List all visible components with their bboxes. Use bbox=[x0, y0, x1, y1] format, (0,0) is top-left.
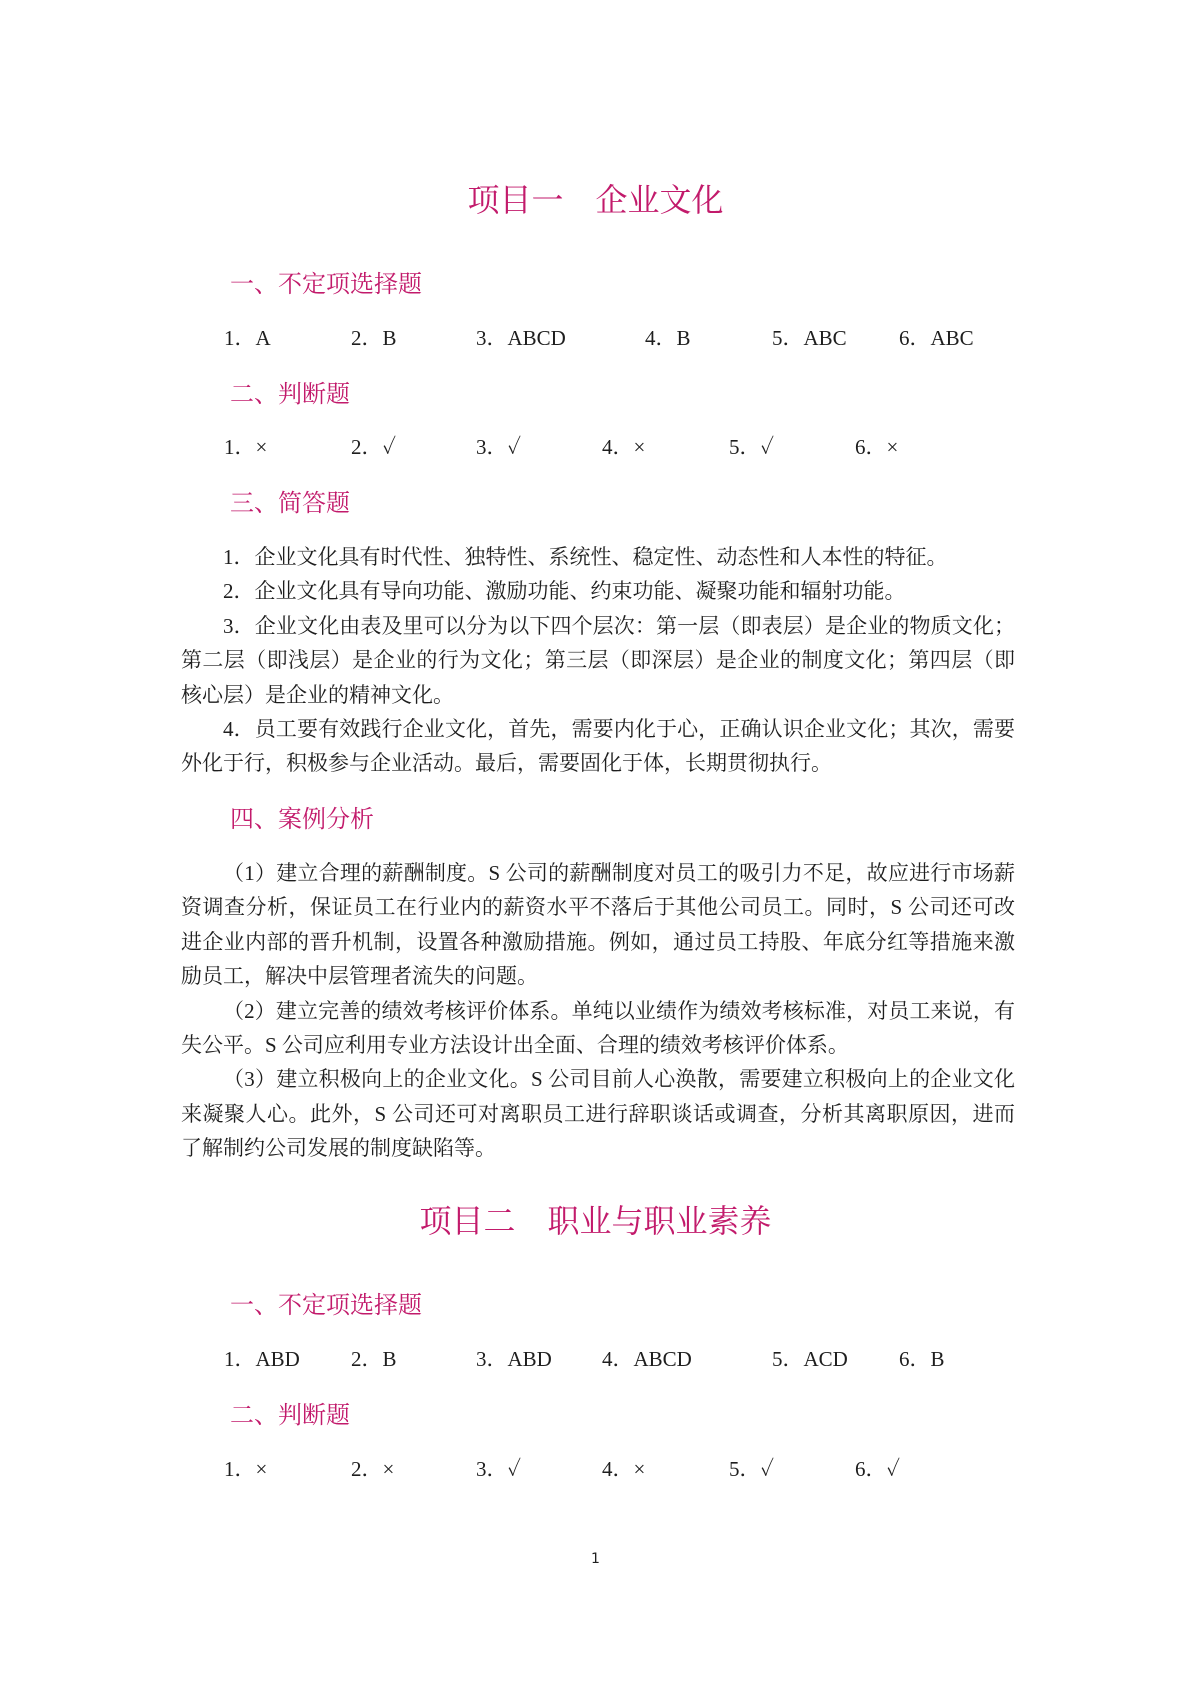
answer-value: ABC bbox=[803, 326, 847, 350]
judge-mark: ✓ bbox=[886, 1457, 901, 1481]
answer-value: B bbox=[382, 1347, 397, 1371]
case-analysis-paragraph: （2）建立完善的绩效考核评价体系。单纯以业绩作为绩效考核标准，对员工来说，有失公平。S 公司应利用专业方法设计出全面、合理的绩效考核评价体系。 bbox=[181, 998, 1015, 1058]
judge-item bbox=[729, 430, 774, 464]
project-1-choice-heading: 一、不定项选择题 bbox=[230, 270, 422, 298]
project-2-judge-heading: 二、判断题 bbox=[230, 1401, 350, 1429]
answer-number: 3． bbox=[476, 1347, 508, 1371]
judge-number: 5． bbox=[729, 435, 761, 459]
answer-number: 3． bbox=[476, 326, 508, 350]
answer-number: 2． bbox=[351, 1347, 383, 1371]
project-2-title bbox=[0, 1201, 1191, 1241]
answer-item bbox=[476, 321, 566, 355]
judge-number: 3． bbox=[476, 1457, 508, 1481]
answer-item bbox=[899, 1342, 945, 1376]
answer-value: B bbox=[676, 326, 691, 350]
judge-item bbox=[729, 1452, 774, 1486]
answer-number: 4． bbox=[602, 1347, 634, 1371]
project-1-choice-answers bbox=[0, 321, 1191, 355]
judge-item bbox=[602, 430, 645, 464]
answer-number: 6． bbox=[899, 1347, 931, 1371]
project-2-choice-heading: 一、不定项选择题 bbox=[230, 1291, 422, 1319]
answer-item bbox=[351, 1342, 397, 1376]
judge-number: 1． bbox=[224, 1457, 256, 1481]
project-label: 项目一 bbox=[467, 181, 564, 219]
project-name: 企业文化 bbox=[595, 181, 724, 219]
judge-mark: × bbox=[633, 435, 646, 459]
answer-item bbox=[602, 1342, 692, 1376]
short-answer-paragraph: 4．员工要有效践行企业文化，首先，需要内化于心，正确认识企业文化；其次，需要外化于行，积极参与企业活动。最后，需要固化于体，长期贯彻执行。 bbox=[181, 717, 1015, 776]
judge-mark: × bbox=[382, 1457, 395, 1481]
project-1-short-heading: 三、简答题 bbox=[230, 489, 350, 517]
judge-number: 4． bbox=[602, 1457, 634, 1481]
case-analysis-paragraph: （1）建立合理的薪酬制度。S 公司的薪酬制度对员工的吸引力不足，故应进行市场薪资调查分析，保证员工在行业内的薪资水平不落后于其他公司员工。同时，S 公司还可改进企业内部的晋升机制，设置各种激励措施。例如，通过员工持股、年底分红等措施来激励员工，解决中层管理者流失的问题。 bbox=[181, 861, 1015, 989]
judge-mark: × bbox=[633, 1457, 646, 1481]
answer-number: 5． bbox=[772, 326, 804, 350]
judge-item bbox=[602, 1452, 645, 1486]
project-label: 项目二 bbox=[419, 1202, 516, 1240]
answer-number: 1． bbox=[224, 1347, 256, 1371]
answer-number: 6． bbox=[899, 326, 931, 350]
judge-number: 2． bbox=[351, 1457, 383, 1481]
judge-mark: × bbox=[886, 435, 899, 459]
page-number: 1 bbox=[591, 1551, 600, 1567]
answer-number: 5． bbox=[772, 1347, 804, 1371]
project-name: 职业与职业素养 bbox=[547, 1202, 772, 1240]
short-answer-paragraph: 2．企业文化具有导向功能、激励功能、约束功能、凝聚功能和辐射功能。 bbox=[223, 579, 906, 604]
answer-value: ABC bbox=[930, 326, 974, 350]
answer-value: B bbox=[930, 1347, 945, 1371]
answer-number: 1． bbox=[224, 326, 256, 350]
judge-number: 4． bbox=[602, 435, 634, 459]
judge-mark: ✓ bbox=[760, 1457, 775, 1481]
judge-item bbox=[224, 1452, 267, 1486]
judge-item bbox=[224, 430, 267, 464]
project-1-judge-heading: 二、判断题 bbox=[230, 380, 350, 408]
answer-item bbox=[351, 321, 397, 355]
judge-mark: ✓ bbox=[507, 1457, 522, 1481]
answer-value: ABCD bbox=[507, 326, 566, 350]
judge-number: 2． bbox=[351, 435, 383, 459]
short-answer-paragraph: 1．企业文化具有时代性、独特性、系统性、稳定性、动态性和人本性的特征。 bbox=[223, 545, 948, 569]
answer-number: 4． bbox=[645, 326, 677, 350]
judge-mark: ✓ bbox=[760, 435, 775, 459]
project-2-choice-answers bbox=[0, 1342, 1191, 1376]
case-analysis-block bbox=[181, 856, 1015, 1166]
judge-mark: ✓ bbox=[507, 435, 522, 459]
answer-value: A bbox=[255, 326, 271, 350]
judge-number: 6． bbox=[855, 435, 887, 459]
answer-item bbox=[899, 321, 974, 355]
judge-mark: × bbox=[255, 1457, 268, 1481]
answer-item bbox=[772, 1342, 848, 1376]
judge-item bbox=[476, 430, 521, 464]
judge-item bbox=[351, 1452, 394, 1486]
judge-item bbox=[476, 1452, 521, 1486]
judge-item bbox=[351, 430, 396, 464]
short-answer-paragraph: 3．企业文化由表及里可以分为以下四个层次：第一层（即表层）是企业的物质文化；第二层（即浅层）是企业的行为文化；第三层（即深层）是企业的制度文化；第四层（即核心层）是企业的精神文化。 bbox=[181, 613, 1015, 707]
answer-item bbox=[476, 1342, 552, 1376]
answer-item bbox=[772, 321, 847, 355]
case-analysis-paragraph: （3）建立积极向上的企业文化。S 公司目前人心涣散，需要建立积极向上的企业文化来凝聚人心。此外，S 公司还可对离职员工进行辞职谈话或调查，分析其离职原因，进而了解制约公司发展的制度缺陷等。 bbox=[181, 1067, 1015, 1161]
answer-item bbox=[224, 321, 271, 355]
answer-value: ACD bbox=[803, 1347, 848, 1371]
judge-mark: × bbox=[255, 435, 268, 459]
project-1-title bbox=[0, 180, 1191, 220]
judge-item bbox=[855, 430, 898, 464]
judge-item bbox=[855, 1452, 900, 1486]
judge-mark: ✓ bbox=[382, 435, 397, 459]
answer-value: ABCD bbox=[633, 1347, 692, 1371]
judge-number: 1． bbox=[224, 435, 256, 459]
answer-item bbox=[224, 1342, 300, 1376]
answer-value: B bbox=[382, 326, 397, 350]
project-2-judge-answers bbox=[0, 1452, 1191, 1486]
answer-value: ABD bbox=[255, 1347, 300, 1371]
project-1-case-heading: 四、案例分析 bbox=[230, 805, 374, 833]
judge-number: 5． bbox=[729, 1457, 761, 1481]
judge-number: 6． bbox=[855, 1457, 887, 1481]
project-1-judge-answers bbox=[0, 430, 1191, 464]
answer-number: 2． bbox=[351, 326, 383, 350]
answer-value: ABD bbox=[507, 1347, 552, 1371]
answer-item bbox=[645, 321, 691, 355]
short-answer-block bbox=[181, 540, 1015, 781]
judge-number: 3． bbox=[476, 435, 508, 459]
